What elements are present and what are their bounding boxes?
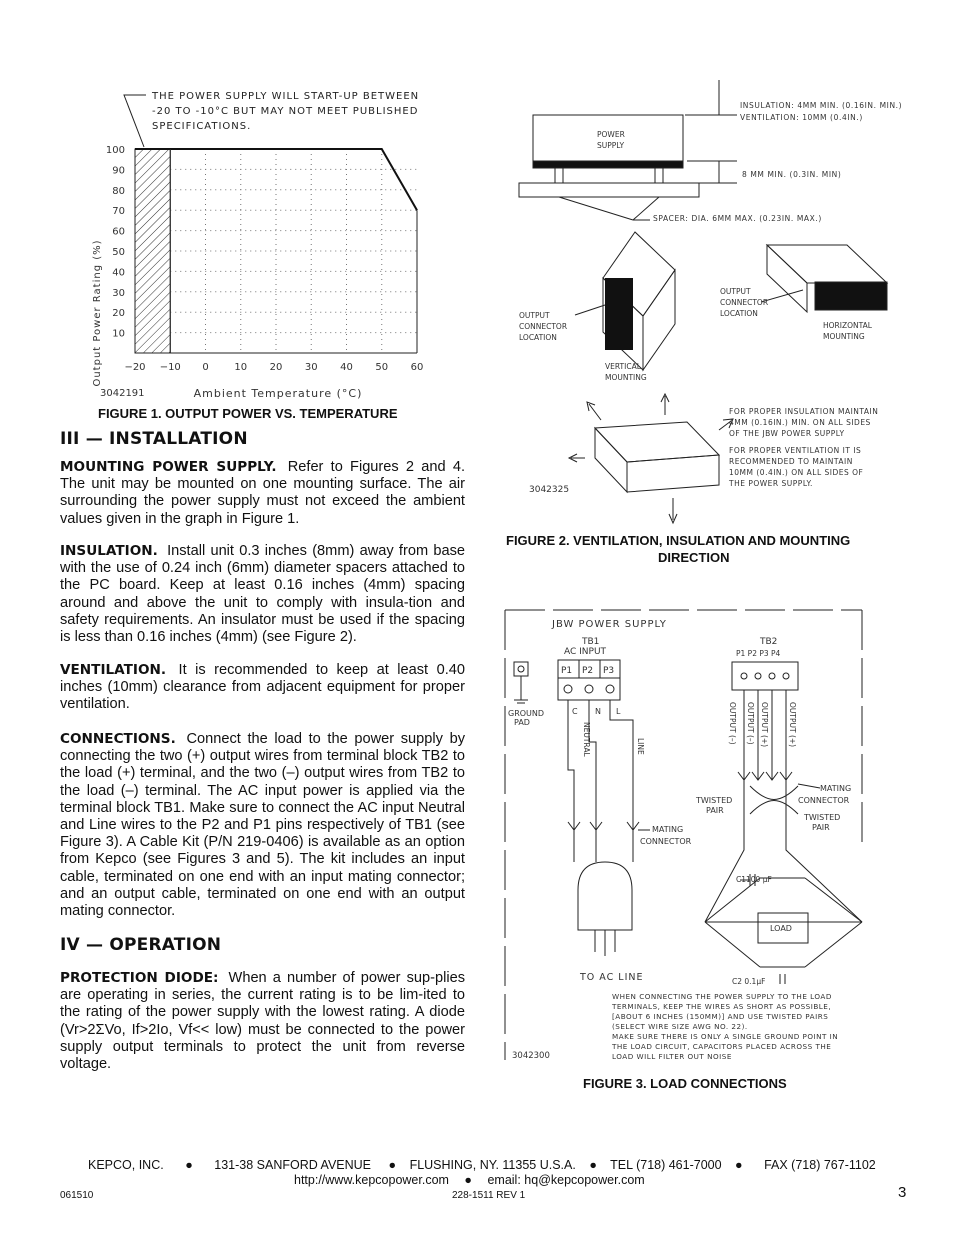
bullet-icon: ●	[735, 1158, 743, 1172]
mounting-text: Refer to Figures 2 and 4. The unit may be mounted on one mounting surface. The air surrounding the power supply must not exceed the ambient values given in the graph in Figure 1.	[60, 459, 466, 527]
figure2-output-left: CONNECTOR	[519, 322, 568, 331]
figure3-title: JBW POWER SUPPLY	[552, 619, 667, 630]
figure1-x-tick-label: 10	[234, 362, 248, 373]
figure1-note-line: SPECIFICATIONS.	[152, 121, 252, 132]
ventilation-paragraph	[60, 662, 465, 714]
figure1-chart	[80, 85, 440, 405]
figure3-note-line: MAKE SURE THERE IS ONLY A SINGLE GROUND POINT IN	[612, 1032, 839, 1041]
figure3-tb2-pins: P1 P2 P3 P4	[736, 649, 781, 658]
bullet-icon: ●	[185, 1158, 193, 1172]
insulation-paragraph	[60, 543, 465, 646]
figure3-load: LOAD	[770, 924, 792, 933]
figure2-spacer-note: SPACER: DIA. 6MM MAX. (0.23IN. MAX.)	[653, 214, 822, 223]
bullet-icon: ●	[388, 1158, 397, 1172]
figure3-pin-letter: N	[595, 707, 601, 716]
figure1-ylabel: Output Power Rating (%)	[92, 239, 103, 387]
figure3-line: LINE	[636, 738, 645, 755]
footer-line2	[294, 1173, 645, 1187]
insulation-lead: INSULATION.	[60, 543, 158, 559]
figure3-tb1-pin: P2	[582, 666, 594, 676]
figure2-insulation-para: 4MM (0.16IN.) MIN. ON ALL SIDES	[729, 418, 871, 427]
figure1-note-leader	[124, 95, 146, 147]
connections-text: Connect the load to the power supply by connecting the two (+) output wires from terminal block TB2 to the load (+) terminal, and the two (–) output wires from TB2 to the load (–) terminal. The AC input power is applied via the terminal block TB1. Make sure to connect the AC input Neutral and Line wires to the P2 and P1 pins respectively of TB1 (see Figure 3). A Cable Kit (P/N 219-0406) is available as an option from Kepco (see Figures 3 and 5). The kit includes an input cable, terminated on one end with an input mating connector; and an output cable, terminated on one end with an output mating connector.	[60, 731, 466, 920]
figure1-y-tick-label: 60	[112, 226, 125, 238]
figure1-x-tick-label: 20	[269, 362, 283, 373]
figure2-ventilation-para: FOR PROPER VENTILATION IT IS	[729, 446, 862, 455]
figure1-y-tick-label: 30	[112, 287, 125, 299]
figure2-horizontal-box	[767, 245, 887, 312]
figure2-output-right: LOCATION	[720, 309, 758, 318]
page-number: 3	[898, 1184, 907, 1201]
figure1-y-tick-label: 70	[112, 206, 125, 218]
figure2-ventilation-para: THE POWER SUPPLY.	[729, 479, 813, 488]
figure3-to-ac-line: TO AC LINE	[580, 972, 644, 983]
section4-heading: IV — OPERATION	[60, 935, 222, 955]
figure3-output-label: OUTPUT (+)	[760, 702, 769, 748]
protection-paragraph	[60, 970, 465, 1073]
figure2-ventilation-para: 10MM (0.4IN.) ON ALL SIDES OF	[729, 468, 864, 477]
figure1-code: 3042191	[100, 388, 145, 399]
figure1-y-tick-label: 90	[112, 165, 125, 177]
figure3-output-label: OUTPUT (–)	[746, 702, 755, 745]
figure1-x-tick-label: 60	[410, 362, 424, 373]
bullet-icon: ●	[464, 1173, 472, 1187]
connections-lead: CONNECTIONS.	[60, 731, 176, 747]
figure1-caption: FIGURE 1. OUTPUT POWER VS. TEMPERATURE	[98, 406, 398, 421]
figure3-ac-plug	[578, 862, 632, 930]
figure3-ground-label: PAD	[514, 718, 530, 727]
figure1-y-tick-label: 20	[112, 308, 125, 320]
section3-heading: III — INSTALLATION	[60, 429, 248, 449]
figure3-tb1: TB1	[582, 637, 600, 647]
connections-paragraph	[60, 731, 465, 920]
figure2-power-supply-label: SUPPLY	[597, 141, 625, 150]
figure3-c2: C2 0.1μF	[732, 977, 766, 986]
figure2-ventilation-para: RECOMMENDED TO MAINTAIN	[729, 457, 853, 466]
figure3-ground-pad	[514, 662, 528, 676]
figure2-insulation-para: FOR PROPER INSULATION MAINTAIN	[729, 407, 879, 416]
figure1-y-tick-label: 50	[112, 247, 125, 258]
figure3-note-line: WHEN CONNECTING THE POWER SUPPLY TO THE LOAD	[612, 992, 832, 1001]
footer-date-code: 061510	[60, 1190, 94, 1201]
figure1-plot-area	[106, 145, 423, 373]
figure3-note-line: LOAD WILL FILTER OUT NOISE	[612, 1052, 732, 1061]
figure3-code: 3042300	[512, 1051, 550, 1061]
figure1-y-tick-label: 80	[112, 185, 125, 197]
figure2-insulation-note: INSULATION: 4MM MIN. (0.16IN. MIN.)	[740, 101, 903, 110]
figure3-tb1-sub: AC INPUT	[564, 647, 607, 657]
figure1-y-tick-label: 40	[112, 267, 125, 279]
figure2-caption-line2: DIRECTION	[658, 550, 730, 565]
figure3-note-line: TERMINALS, KEEP THE WIRES AS SHORT AS POSSIBLE,	[612, 1002, 832, 1011]
figure1-xlabel: Ambient Temperature (°C)	[193, 387, 363, 400]
ventilation-text: It is recommended to keep at least 0.40 inches (10mm) clearance from adjacent equipment for proper ventilation.	[60, 662, 465, 713]
figure2-leader	[575, 305, 605, 315]
figure3-output-label: OUTPUT (+)	[788, 702, 797, 748]
figure2-output-left: LOCATION	[519, 333, 557, 342]
bullet-icon: ●	[589, 1158, 597, 1172]
figure3-twisted-left: PAIR	[706, 806, 724, 815]
figure2-ventilation-note: VENTILATION: 10MM (0.4IN.)	[740, 113, 863, 122]
figure3-note-line: THE LOAD CIRCUIT, CAPACITORS PLACED ACROSS THE	[612, 1042, 832, 1051]
figure3-note-line: [ABOUT 6 INCHES (150MM)] AND USE TWISTED PAIRS	[612, 1012, 829, 1021]
figure2-caption-line1: FIGURE 2. VENTILATION, INSULATION AND MOUNTING	[506, 533, 851, 548]
figure2-output-right: CONNECTOR	[720, 298, 769, 307]
figure1-x-tick-label: 30	[304, 362, 318, 373]
figure3-mating-out: CONNECTOR	[798, 796, 850, 805]
figure1-x-tick-label: 0	[202, 362, 209, 373]
figure2-elevation	[519, 80, 737, 220]
insulation-text: Install unit 0.3 inches (8mm) away from base with the use of 0.24 inch (6mm) diameter spacers attached to the PC board. Keep at least 0.16 inches (4mm) spacing around and above the unit to comply with insula-tion and safety requirements. An insulator must be used if the spacing is less than 0.16 inches (4mm) (see Figure 2).	[60, 543, 465, 646]
figure3-pin-letter: L	[616, 707, 621, 716]
footer-tel: TEL (718) 461-7000	[610, 1158, 722, 1172]
figure3-tb1-pin: P1	[561, 666, 573, 676]
figure3-tb2-block	[732, 662, 798, 690]
figure1-y-tick-label: 10	[112, 328, 125, 340]
figure2-horizontal-label: MOUNTING	[823, 332, 865, 341]
figure3-pin-letter: C	[572, 707, 578, 716]
footer-web-link[interactable]: http://www.kepcopower.com	[294, 1173, 449, 1187]
protection-text: When a number of power sup-plies are operating in series, the current rating is to be lim-ited to the rating of the power supply with the lowest rating. A diode (Vr>2ΣVo, If>2Io, Vf<< low) must be connected to the power supply output terminals to protect the unit from reverse voltage.	[60, 970, 465, 1073]
footer-email-link[interactable]: email: hq@kepcopower.com	[487, 1173, 645, 1187]
footer-city: FLUSHING, NY. 11355 U.S.A.	[409, 1158, 576, 1172]
figure2-insulation-para: OF THE JBW POWER SUPPLY	[729, 429, 845, 438]
figure1-y-tick-label: 100	[105, 145, 125, 156]
figure3-mating-in: CONNECTOR	[640, 837, 692, 846]
ventilation-lead: VENTILATION.	[60, 662, 167, 678]
figure2-gap-note: 8 MM MIN. (0.3IN. MIN)	[742, 170, 842, 179]
figure1-x-tick-label: 40	[340, 362, 353, 373]
figure3-neutral: NEUTRAL	[582, 722, 591, 757]
figure3-mating-out: MATING	[820, 784, 852, 793]
figure3-c1: C1100 μF	[736, 875, 772, 884]
figure1-note	[151, 91, 419, 132]
mounting-paragraph	[60, 459, 465, 528]
figure2-horizontal-label: HORIZONTAL	[823, 321, 872, 330]
figure3-tb2: TB2	[760, 637, 778, 647]
figure2-diagram	[505, 80, 905, 530]
figure1-note-line: THE POWER SUPPLY WILL START-UP BETWEEN	[152, 91, 420, 102]
footer-address: 131-38 SANFORD AVENUE	[214, 1158, 372, 1172]
figure1-note-line: -20 TO -10°C BUT MAY NOT MEET PUBLISHED	[152, 106, 419, 117]
footer-fax: FAX (718) 767-1102	[764, 1158, 876, 1172]
figure3-twisted-left: TWISTED	[696, 796, 733, 805]
mounting-lead: MOUNTING POWER SUPPLY.	[60, 459, 277, 475]
figure2-power-supply-label: POWER	[597, 130, 625, 139]
figure3-ground-label: GROUND	[508, 709, 545, 718]
figure3-note-line: (SELECT WIRE SIZE AWG NO. 22).	[612, 1022, 748, 1031]
figure3-mating-in: MATING	[652, 825, 684, 834]
figure3-tb1-pin: P3	[603, 666, 615, 676]
protection-lead: PROTECTION DIODE:	[60, 970, 219, 986]
figure1-x-tick-label: −10	[159, 362, 181, 373]
figure2-output-right: OUTPUT	[720, 287, 751, 296]
figure1-x-tick-label: 50	[375, 362, 389, 373]
figure2-vertical-box	[603, 232, 675, 370]
figure3-twisted-right: TWISTED	[804, 813, 841, 822]
footer-company: KEPCO, INC.	[88, 1158, 164, 1172]
figure3-note	[611, 992, 838, 1061]
figure2-vertical-label: MOUNTING	[605, 373, 647, 382]
footer-line1	[88, 1158, 876, 1172]
figure3-caption: FIGURE 3. LOAD CONNECTIONS	[583, 1076, 787, 1091]
figure3-twisted-right: PAIR	[812, 823, 830, 832]
figure3-output-label: OUTPUT (–)	[728, 702, 737, 745]
figure3-diagram	[500, 600, 870, 1070]
figure2-output-left: OUTPUT	[519, 311, 550, 320]
figure2-code: 3042325	[529, 485, 570, 495]
figure2-direction-box	[569, 394, 733, 523]
figure2-vertical-label: VERTICAL	[605, 362, 641, 371]
footer-doc-number: 228-1511 REV 1	[452, 1190, 526, 1201]
figure1-x-tick-label: −20	[124, 362, 146, 373]
figure1-startup-region	[135, 149, 170, 353]
